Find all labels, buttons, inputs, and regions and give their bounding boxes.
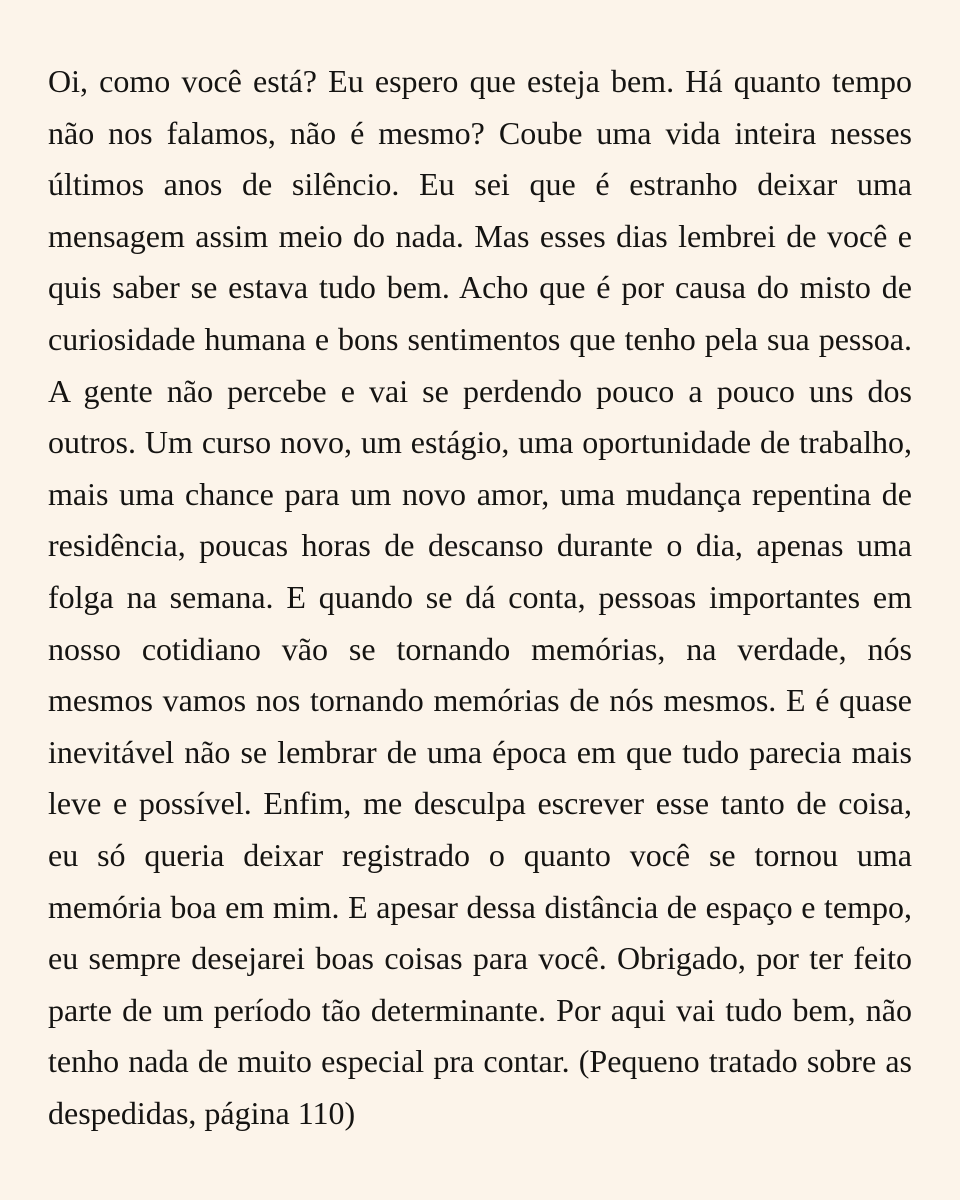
quote-paragraph: Oi, como você está? Eu espero que esteja bem. Há quanto tempo não nos falamos, não é mesmo? Coube uma vida inteira nesses últimos anos de silêncio. Eu sei que é estranho deixar uma mensagem assim meio do nada. Mas esses dias lembrei de você e quis saber se estava tudo bem. Acho que é por causa do misto de curiosidade humana e bons sentimentos que tenho pela sua pessoa. A gente não percebe e vai se perdendo pouco a pouco uns dos outros. Um curso novo, um estágio, uma oportunidade de trabalho, mais uma chance para um novo amor, uma mudança repentina de residência, poucas horas de descanso durante o dia, apenas uma folga na semana. E quando se dá conta, pessoas importantes em nosso cotidiano vão se tornando memórias, na verdade, nós mesmos vamos nos tornando memórias de nós mesmos. E é quase inevitável não se lembrar de uma época em que tudo parecia mais leve e possível. Enfim, me desculpa escrever esse tanto de coisa, eu só queria deixar registrado o quanto você se tornou uma memória boa em mim. E apesar dessa distância de espaço e tempo, eu sempre desejarei boas coisas para você. Obrigado, por ter feito parte de um período tão determinante. Por aqui vai tudo bem, não tenho nada de muito especial pra contar. (Pequeno tratado sobre as despedidas, página 110) bbox=[48, 63, 912, 1131]
